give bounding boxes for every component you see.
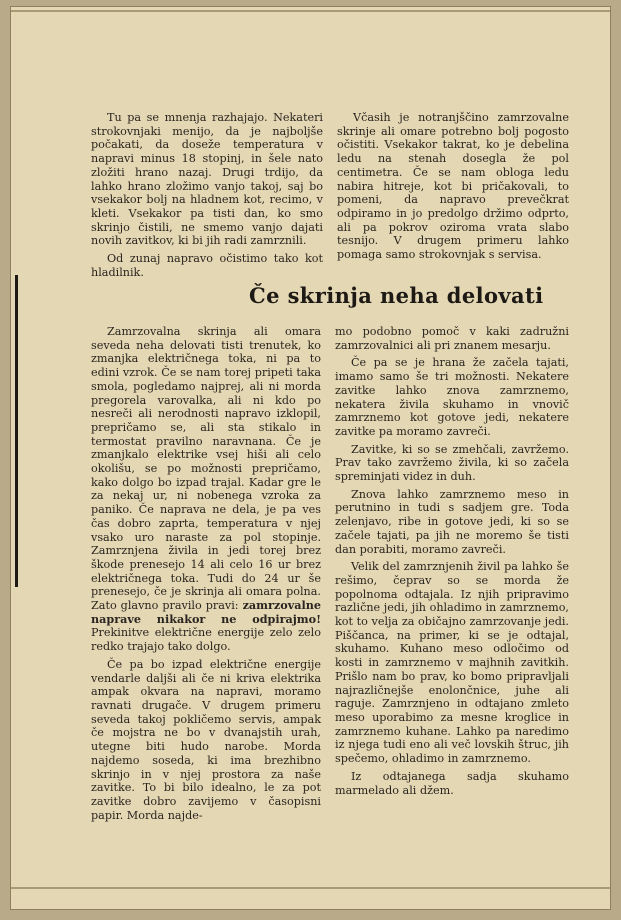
paragraph: Če pa bo izpad električne energije vendarle daljši ali če ni kriva elektrika ampak okvara na napravi, moramo ravnati drugače. V drugem primeru seveda takoj pokličemo servis, ampak če mojstra ne bo v dvanajstih urah, utegne biti hudo narobe. Morda najdemo soseda, ki ima brezhibno skrinjo in v njej prostora za naše zavitke. To bi bilo idealno, le za pot zavitke dobro zavijemo v časopisni papir. Morda najde- <box>91 657 321 822</box>
article-title: Če skrinja neha delovati <box>249 283 544 308</box>
top-left-column <box>91 111 323 283</box>
paragraph <box>91 325 321 654</box>
lower-right-column <box>335 325 569 801</box>
paragraph: mo podobno pomoč v kaki zadružni zamrzovalnici ali pri znanem mesarju. <box>335 325 569 352</box>
paragraph: Zavitke, ki so se zmehčali, zavržemo. Prav tako zavržemo živila, ki so začela spreminjati videz in duh. <box>335 442 569 484</box>
paragraph: Znova lahko zamrznemo meso in perutnino in tudi s sadjem gre. Toda zelenjavo, ribe in gotove jedi, ki so se začele tajati, pa jih ne moremo še tisti dan porabiti, moramo zavreči. <box>335 487 569 556</box>
bold-warning: zamrzovalne naprave nikakor ne odpirajmo! <box>91 598 321 626</box>
newspaper-page <box>10 6 611 910</box>
paragraph: Včasih je notranjščino zamrzovalne skrinje ali omare potrebno bolj pogosto očistiti. Vsekakor takrat, ko je debelina ledu na stenah dosegla že pol centimetra. Če se nam obloga ledu nabira hitreje, kot bi pričakovali, to pomeni, da napravo prevečkrat odpiramo in jo predolgo držimo odprto, ali pa pokrov oziroma vrata slabo tesnijo. V drugem primeru lahko pomaga samo strokovnjak s servisa. <box>337 111 569 262</box>
paragraph: Če pa se je hrana že začela tajati, imamo samo še tri možnosti. Nekatere zavitke lahko znova zamrznemo, nekatera živila skuhamo in vnovič zamrznemo kot gotove jedi, nekatere zavitke pa moramo zavreči. <box>335 356 569 438</box>
paragraph: Od zunaj napravo očistimo tako kot hladilnik. <box>91 252 323 279</box>
paragraph: Iz odtajanega sadja skuhamo marmelado ali džem. <box>335 769 569 797</box>
bottom-fold-crease <box>11 887 610 889</box>
top-right-column <box>337 111 569 266</box>
text-run: Zamrzovalna skrinja ali omara seveda neha delovati tisti trenutek, ko zmanjka električnega toka, ni pa to edini vzrok. Če se nam torej pripeti taka smola, pogledamo najprej, ali ni morda pregorela varovalka, ali ni kdo po nesreči ali nerodnosti napravo izklopil, prepričamo se, ali sta stikalo in termostat pravilno naravnana. Če je zmanjkalo elektrike vsej hiši ali celo okolišu, se po možnosti prepričamo, kako dolgo bo izpad trajal. Kadar gre le za nekaj ur, ni nobenega vzroka za paniko. Če naprava ne dela, je pa ves čas dobro zaprta, temperatura v njej vsako uro naraste za pol stopinje. Zamrznjena živila in jedi torej brez škode prenesejo 14 ali celo 16 ur brez električnega toka. Tudi do 24 ur še prenesejo, če je skrinja ali omara polna. Zato glavno pravilo pravi: <box>91 325 321 613</box>
left-vertical-rule <box>15 275 18 587</box>
lower-left-column <box>91 325 321 826</box>
paragraph: Velik del zamrznjenih živil pa lahko še rešimo, čeprav so se morda že popolnoma odtajala. Iz njih pripravimo različne jedi, jih ohladimo in zamrznemo, kot to velja za običajno zamrzovanje jedi. Piščanca, na primer, ki se je odtajal, skuhamo. Kuhano meso odločimo od kosti in zamrznemo v majhnih zavitkih. Prišlo nam bo prav, ko bomo pripravljali najrazličnejše enolončnice, juhe ali raguje. Zamrznjeno in odtajano zmleto meso uporabimo za mesne kroglice in zamrznemo kuhane. Lahko pa naredimo iz njega tudi eno ali več lovskih štruc, jih spečemo, ohladimo in zamrznemo. <box>335 560 569 766</box>
text-run: Prekinitve električne energije zelo zelo redko trajajo tako dolgo. <box>91 626 321 654</box>
top-fold-crease <box>11 10 610 12</box>
paragraph: Tu pa se mnenja razhajajo. Nekateri strokovnjaki menijo, da je najboljše počakati, da doseže temperatura v napravi minus 18 stopinj, in šele nato zložiti hrano nazaj. Drugi trdijo, da lahko hrano zložimo vanjo takoj, saj bo vsekakor bolj na hladnem kot, recimo, v kleti. Vsekakor pa tisti dan, ko smo skrinjo čistili, ne smemo vanjo dajati novih zavitkov, ki bi jih radi zamrznili. <box>91 111 323 248</box>
